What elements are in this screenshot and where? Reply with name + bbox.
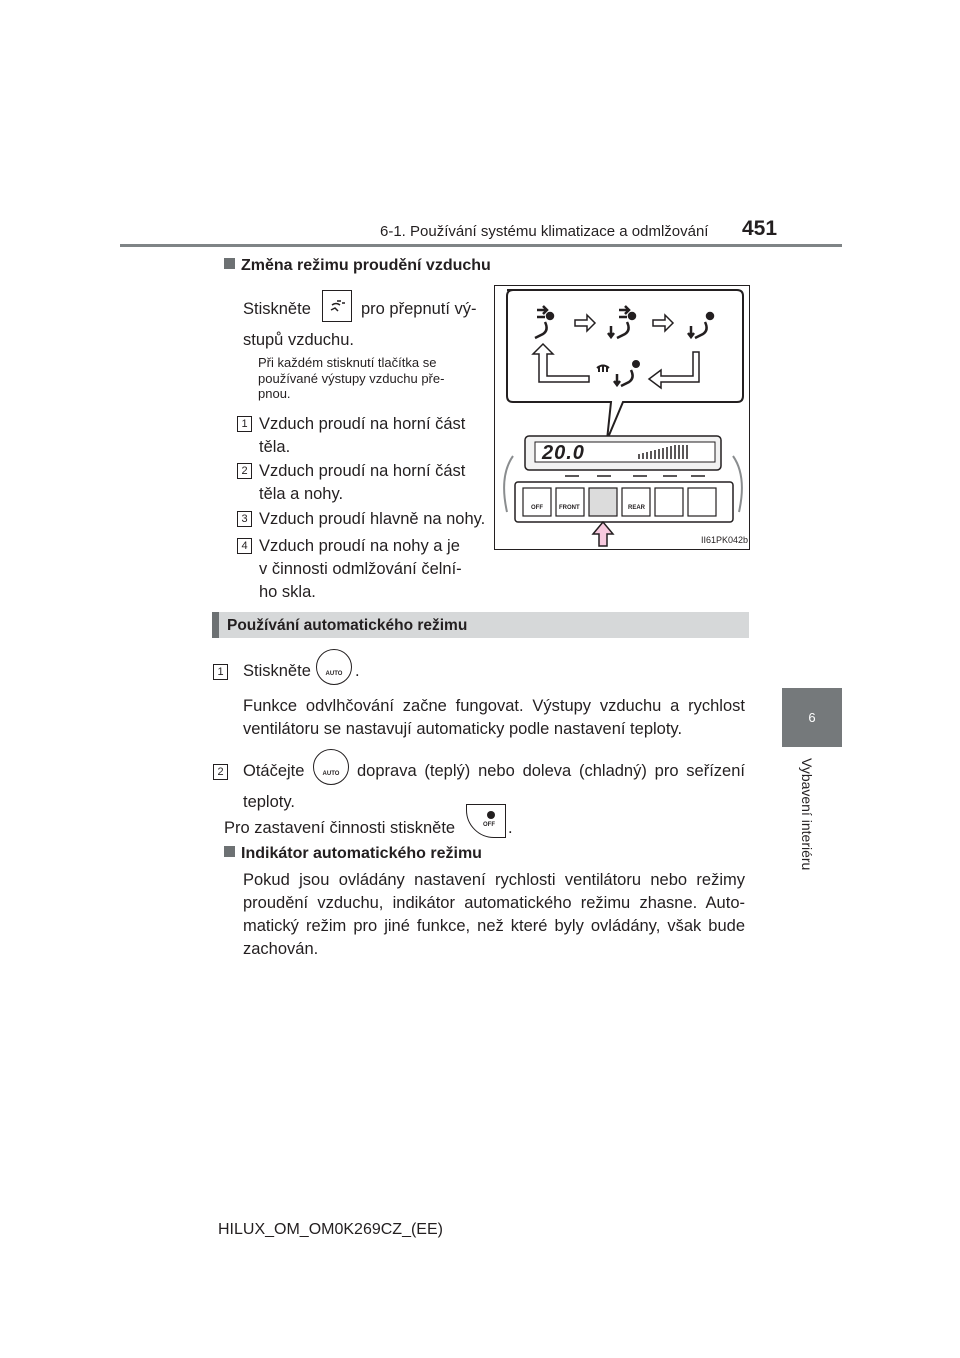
chapter-tab: 6 — [782, 688, 842, 747]
airflow-item-2: 2 Vzduch proudí na horní část těla a nohy. — [237, 460, 487, 506]
mode-button-inline — [322, 290, 352, 322]
illus-button-off: OFF — [531, 505, 543, 511]
header-divider — [120, 244, 842, 247]
airflow-heading: Změna režimu proudění vzduchu — [224, 257, 491, 275]
indicator-paragraph: Pokud jsou ovládány nastavení rychlosti ventilátoru nebo režimy proudění vzduchu, indikátor automatického režimu zhasne. Auto- matický režim pro jiné funkce, než které byly ovládány, však bude zachován. — [243, 871, 745, 958]
step-1-number: 1 — [213, 664, 228, 680]
airflow-item-1: 1 Vzduch proudí na horní část těla. — [237, 413, 487, 459]
chapter-title-vertical: Vybavení interiéru — [799, 758, 815, 871]
step-2-number: 2 — [213, 764, 228, 780]
header-title: 6-1. Používání systému klimatizace a odmlžování — [380, 223, 709, 240]
airflow-mode-icon — [323, 291, 351, 321]
auto-dial-inline: AUTO — [313, 749, 349, 785]
step-1-text-after: . — [355, 662, 360, 680]
pointer-arrow-icon — [593, 522, 613, 546]
illus-button-front: FRONT — [559, 505, 580, 511]
illus-button-rear: REAR — [628, 505, 646, 511]
auto-mode-section-bar — [212, 612, 749, 638]
square-bullet-icon — [224, 846, 235, 857]
step-2-text-after: doprava (teplý) nebo doleva (chladný) pro seřízení — [357, 762, 745, 780]
fan-icon — [486, 810, 496, 820]
page-number: 451 — [742, 217, 778, 240]
stop-text-before: Pro zastavení činnosti stiskněte — [224, 819, 456, 837]
auto-mode-heading: Používání automatického režimu — [227, 617, 468, 634]
auto-button-inline: AUTO — [316, 649, 352, 685]
airflow-press-text-before: Stiskněte — [243, 300, 311, 318]
step-2-text-before: Otáčejte — [243, 762, 305, 780]
airflow-press-text-line2: stupů vzduchu. — [243, 331, 354, 349]
airflow-item-4: 4 Vzduch proudí na nohy a je v činnosti odmlžování čelní- ho skla. — [237, 535, 487, 604]
step-1-text-before: Stiskněte — [243, 662, 311, 680]
off-button-inline: OFF — [466, 804, 506, 838]
step-1-description: Funkce odvlhčování začne fungovat. Výstupy vzduchu a rychlost ventilátoru se nastavují automaticky podle nastavení teploty. — [243, 697, 745, 738]
airflow-item-3: 3 Vzduch proudí hlavně na nohy. — [237, 508, 497, 531]
step-2-line2: teploty. — [243, 793, 295, 811]
illustration-code: II61PK042b — [701, 535, 749, 545]
airflow-note: Při každém stisknutí tlačítka se používané výstupy vzduchu pře- pnou. — [258, 355, 445, 401]
square-bullet-icon — [224, 258, 235, 269]
stop-text-after: . — [508, 819, 513, 837]
indicator-heading: Indikátor automatického režimu — [224, 845, 482, 863]
display-temperature: 20.0 — [542, 442, 585, 464]
climate-panel-illustration — [494, 285, 750, 550]
airflow-press-text-after: pro přepnutí vý- — [361, 300, 477, 318]
footer-doc-code: HILUX_OM_OM0K269CZ_(EE) — [218, 1221, 443, 1238]
